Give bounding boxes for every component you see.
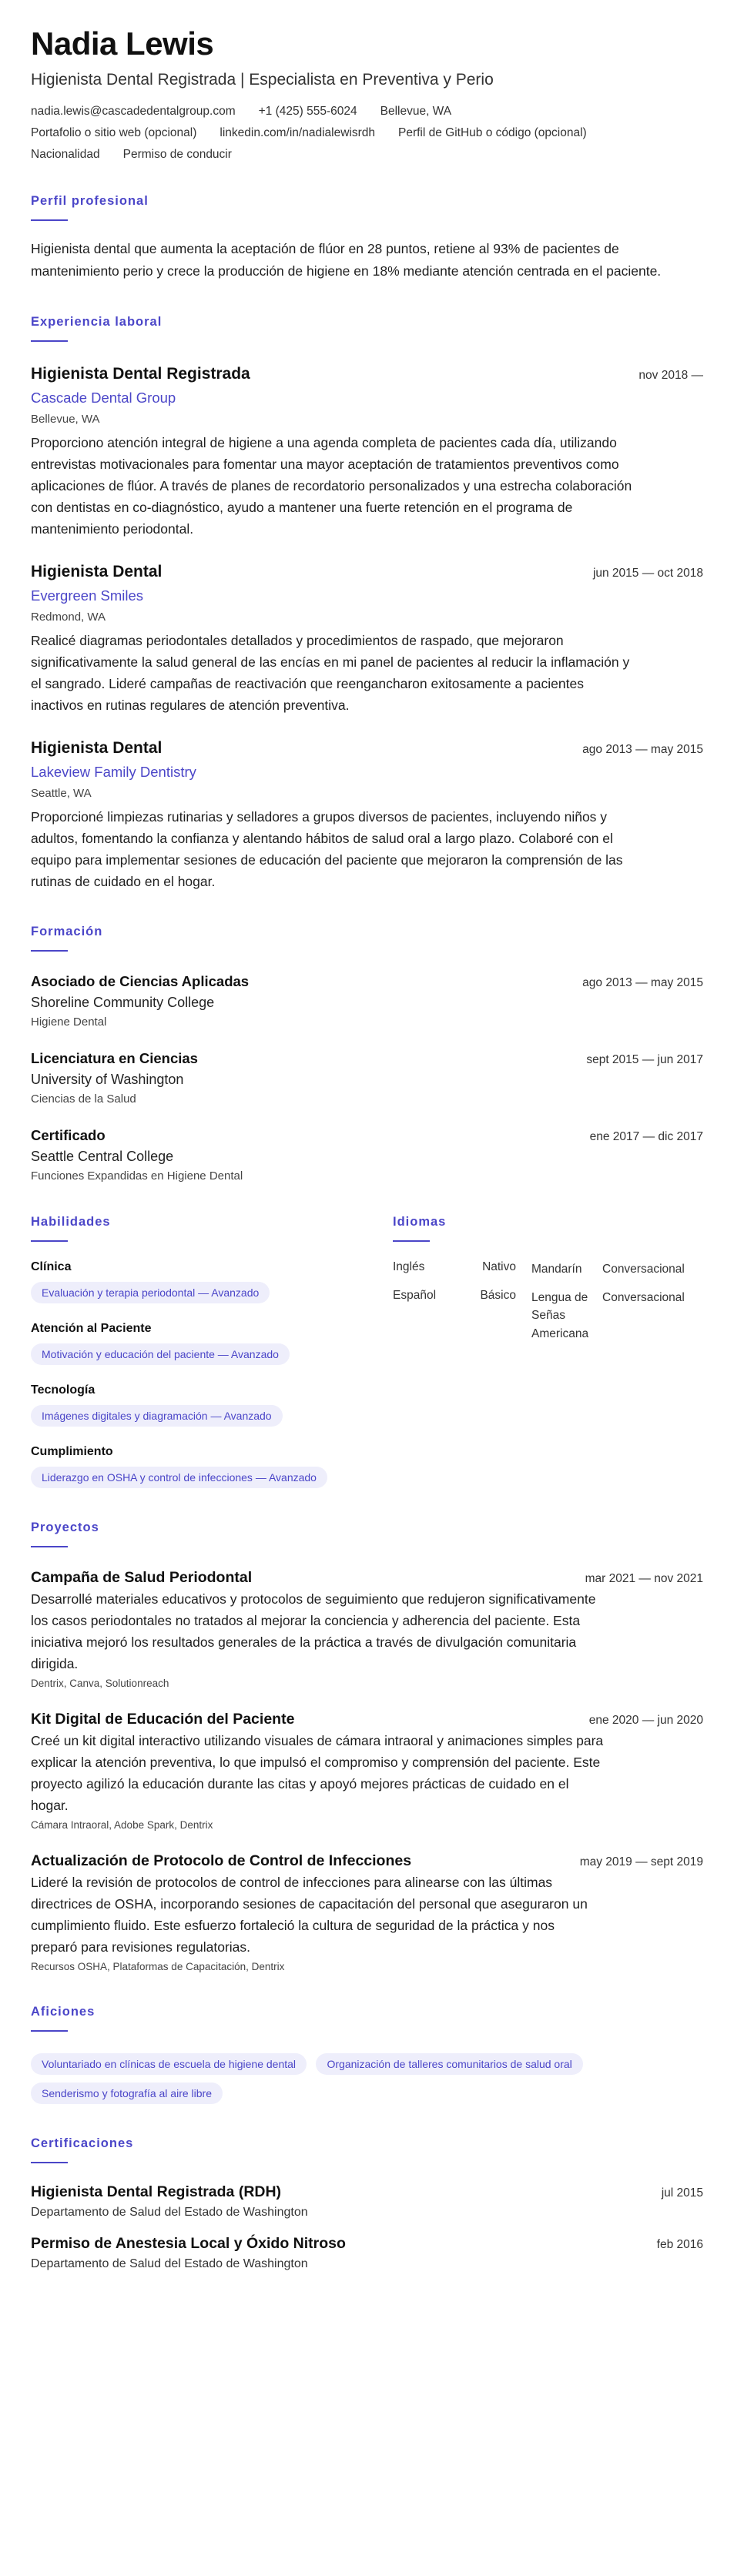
project-tools: Dentrix, Canva, Solutionreach (31, 1677, 169, 1689)
degree-title: Licenciatura en Ciencias (31, 1049, 198, 1066)
school-name: Seattle Central College (31, 1148, 174, 1164)
skill-chip: Liderazgo en OSHA y control de infecciones — Avanzado (31, 1467, 327, 1488)
job-company: Evergreen Smiles (31, 587, 144, 604)
job-description: Proporciono atención integral de higiene a una agenda completa de pacientes cada día, utilizando entrevistas motivacionales para fomentar una mayor aceptación de tratamientos preventivos como aplicaciones de flúor. A través de planes de recordatorio personalizados y una estrecha colaboración con dentistas en co-diagnóstico, ayudo a mantener una fuerte retención en el programa de mantenimiento periodontal. (31, 434, 632, 537)
job-dates: nov 2018 — (638, 368, 703, 382)
section-divider (31, 2162, 68, 2163)
education-section (31, 925, 703, 1183)
skill-category: Tecnología (31, 1383, 96, 1397)
certification-title: Higienista Dental Registrada (RDH) (31, 2183, 282, 2200)
links-row (31, 119, 703, 140)
job-location: Bellevue, WA (31, 412, 100, 426)
section-title: Perfil profesional (31, 194, 149, 209)
section-divider (31, 2030, 68, 2032)
certification-date: feb 2016 (656, 2237, 703, 2251)
language-row (393, 1260, 703, 1278)
section-title: Proyectos (31, 1520, 99, 1534)
field-of-study: Funciones Expandidas en Higiene Dental (31, 1169, 243, 1183)
skill-chip: Motivación y educación del paciente — Avanzado (31, 1343, 290, 1365)
certification-entry (31, 2183, 703, 2220)
job-company: Lakeview Family Dentistry (31, 763, 196, 780)
field-of-study: Ciencias de la Salud (31, 1092, 136, 1106)
email-link[interactable]: nadia.lewis@cascadedentalgroup.com (31, 105, 236, 119)
section-divider (31, 950, 68, 952)
driving-license-text: Permiso de conducir (122, 148, 232, 162)
section-title: Formación (31, 924, 103, 938)
skill-category: Atención al Paciente (31, 1321, 152, 1335)
job-title: Higienista Dental Registrada (31, 364, 250, 383)
school-name: Shoreline Community College (31, 994, 215, 1010)
contact-info (31, 97, 703, 119)
language-name: Lengua de Señas Americana (531, 1291, 589, 1340)
linkedin-link[interactable]: linkedin.com/in/nadialewisrdh (220, 126, 375, 140)
job-dates: jun 2015 — oct 2018 (592, 566, 703, 580)
hobby-chip: Organización de talleres comunitarios de salud oral (316, 2053, 582, 2075)
language-level: Conversacional (602, 1262, 685, 1276)
hobby-chip: Voluntariado en clínicas de escuela de higiene dental (31, 2053, 307, 2075)
certification-issuer: Departamento de Salud del Estado de Washington (31, 2257, 308, 2270)
job-entry (31, 739, 703, 892)
section-title: Experiencia laboral (31, 314, 163, 329)
section-title: Certificaciones (31, 2136, 134, 2150)
section-title: Habilidades (31, 1214, 111, 1229)
job-location: Seattle, WA (31, 786, 92, 800)
skills-section (31, 1215, 393, 1488)
extras-row (31, 140, 703, 162)
project-dates: mar 2021 — nov 2021 (585, 1571, 703, 1585)
education-entry (31, 1050, 703, 1106)
language-name: Español (393, 1289, 437, 1303)
section-divider (31, 219, 68, 221)
projects-section (31, 1521, 703, 1972)
job-location: Redmond, WA (31, 610, 106, 624)
section-divider (31, 1546, 68, 1547)
hobby-chip: Senderismo y fotografía al aire libre (31, 2083, 223, 2104)
school-name: University of Washington (31, 1071, 184, 1087)
skill-category: Clínica (31, 1260, 72, 1273)
project-title: Actualización de Protocolo de Control de Infecciones (31, 1852, 412, 1869)
location-text: Bellevue, WA (380, 105, 452, 119)
skills-languages-row (31, 1215, 703, 1488)
languages-section (393, 1215, 703, 1488)
nationality-text: Nacionalidad (31, 148, 100, 162)
certifications-section (31, 2136, 703, 2271)
section-divider (31, 1240, 68, 1242)
job-title: Higienista Dental (31, 562, 163, 580)
language-row (393, 1289, 703, 1343)
hobbies-section (31, 2005, 703, 2104)
project-tools: Recursos OSHA, Plataformas de Capacitación, Dentrix (31, 1960, 285, 1972)
degree-title: Certificado (31, 1126, 106, 1143)
project-description: Desarrollé materiales educativos y protocolos de seguimiento que redujeron significativamente los casos periodontales no tratados al mejorar la conciencia y adherencia del paciente. Esta iniciativa mejoró los resultados generales de la práctica a través de divulgación comunitaria dirigida. (31, 1591, 596, 1671)
section-title: Aficiones (31, 2004, 96, 2019)
hobby-list (31, 2046, 703, 2104)
project-entry (31, 1852, 703, 1972)
job-company: Cascade Dental Group (31, 389, 176, 406)
certification-title: Permiso de Anestesia Local y Óxido Nitroso (31, 2234, 346, 2252)
job-description: Realicé diagramas periodontales detallados y procedimientos de raspado, que mejoraron significativamente la salud general de las encías en mi panel de pacientes al reducir la inflamación y el sangrado. Lideré campañas de reactivación que reengancharon exitosamente a pacientes inactivos en rutinas regulares de atención preventiva. (31, 632, 630, 713)
project-entry (31, 1569, 703, 1689)
project-description: Creé un kit digital interactivo utilizando visuales de cámara intraoral y animaciones simples para explicar la atención preventiva, lo que impulsó el compromiso y comprensión del paciente. Este proyecto agilizó la educación durante las citas y apoyó mejores prácticas de cuidado en el hogar. (31, 1732, 604, 1813)
degree-title: Asociado de Ciencias Aplicadas (31, 972, 250, 989)
job-dates: ago 2013 — may 2015 (582, 742, 703, 756)
education-entry (31, 1127, 703, 1183)
experience-section (31, 315, 703, 892)
certification-date: jul 2015 (661, 2186, 703, 2200)
job-description: Proporcioné limpiezas rutinarias y selladores a grupos diversos de pacientes, incluyendo niños y adultos, fomentando la confianza y alentando hábitos de salud oral a largo plazo. Colaboré con el equipo para implementar sesiones de educación del paciente que mejoraron la comprensión de las rutinas de cuidado en el hogar. (31, 808, 623, 889)
project-description: Lideré la revisión de protocolos de control de infecciones para alinearse con las últimas directrices de OSHA, incorporando sesiones de capacitación del personal que aseguraron un cumplimiento fluido. Este esfuerzo fortaleció la cultura de seguridad de la práctica y nos preparó para revisiones regulatorias. (31, 1874, 588, 1955)
skill-category: Cumplimiento (31, 1444, 113, 1458)
profile-summary: Higienista dental que aumenta la aceptación de flúor en 28 puntos, retiene al 93% de pacientes de mantenimiento perio y crece la producción de higiene en 18% mediante atención centrada en el paciente. (31, 241, 662, 279)
language-level: Nativo (482, 1260, 516, 1273)
field-of-study: Higiene Dental (31, 1015, 107, 1029)
certification-issuer: Departamento de Salud del Estado de Washington (31, 2205, 308, 2219)
project-dates: ene 2020 — jun 2020 (588, 1713, 703, 1727)
section-divider (393, 1240, 430, 1242)
education-entry (31, 973, 703, 1029)
skill-chip: Imágenes digitales y diagramación — Avanzado (31, 1405, 283, 1427)
job-entry (31, 563, 703, 716)
profile-section (31, 194, 703, 283)
job-title: Higienista Dental (31, 738, 163, 757)
certification-entry (31, 2235, 703, 2271)
project-title: Campaña de Salud Periodontal (31, 1568, 253, 1586)
language-name: Inglés (393, 1260, 425, 1273)
section-title: Idiomas (393, 1214, 447, 1229)
project-dates: may 2019 — sept 2019 (579, 1855, 703, 1868)
job-entry (31, 365, 703, 540)
language-level: Básico (480, 1289, 516, 1303)
education-dates: ago 2013 — may 2015 (582, 975, 703, 989)
candidate-name: Nadia Lewis (31, 25, 214, 62)
portfolio-link[interactable]: Portafolio o sitio web (opcional) (31, 126, 197, 140)
language-level: Conversacional (602, 1291, 685, 1305)
project-entry (31, 1711, 703, 1831)
skill-chip: Evaluación y terapia periodontal — Avanzado (31, 1282, 270, 1303)
section-divider (31, 340, 68, 342)
education-dates: sept 2015 — jun 2017 (586, 1052, 703, 1066)
language-name: Mandarín (531, 1262, 582, 1276)
github-link[interactable]: Perfil de GitHub o código (opcional) (398, 126, 587, 140)
project-title: Kit Digital de Educación del Paciente (31, 1710, 295, 1728)
candidate-headline: Higienista Dental Registrada | Especialista en Preventiva y Perio (31, 71, 494, 89)
education-dates: ene 2017 — dic 2017 (589, 1129, 703, 1143)
phone-link[interactable]: +1 (425) 555-6024 (258, 105, 357, 119)
project-tools: Cámara Intraoral, Adobe Spark, Dentrix (31, 1818, 213, 1831)
